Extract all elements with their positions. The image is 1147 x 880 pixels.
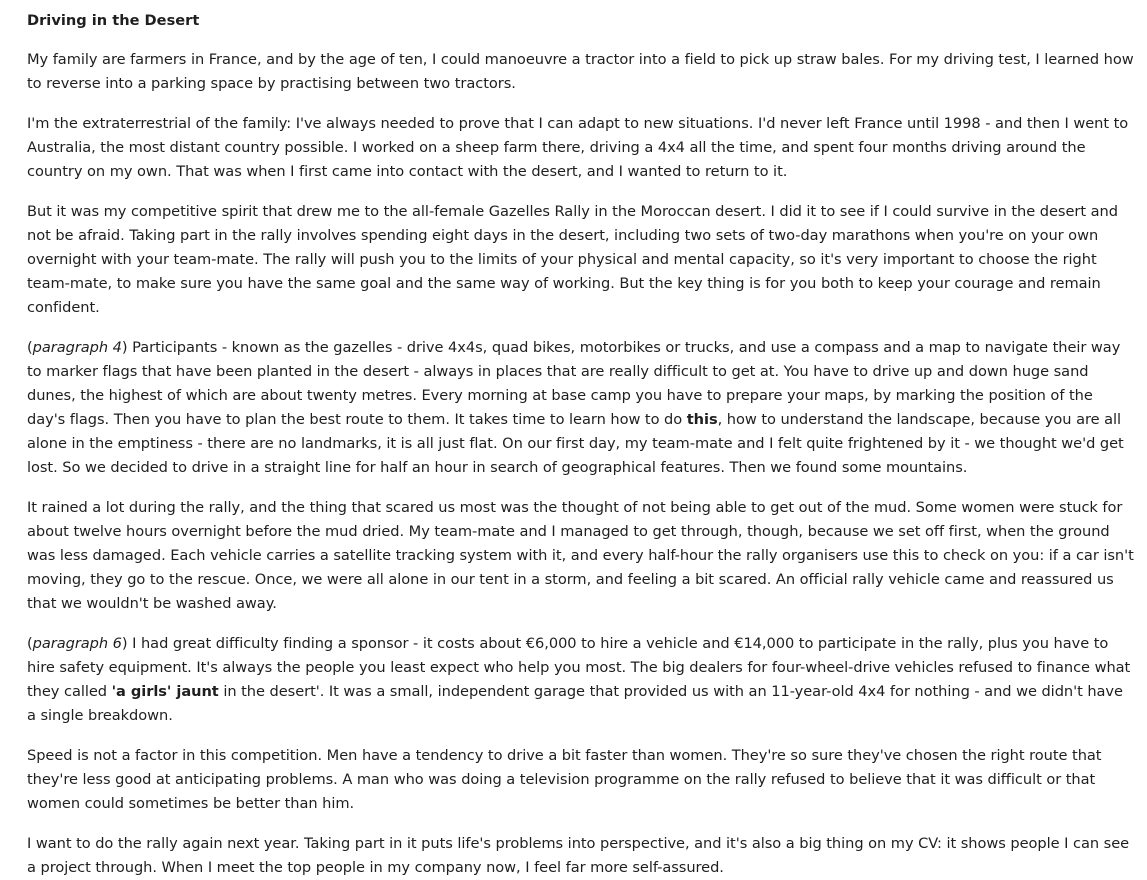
paragraph-4-open: ( <box>27 339 33 356</box>
article-title: Driving in the Desert <box>27 12 200 29</box>
paragraph-2: I'm the extraterrestrial of the family: I've always needed to prove that I can adapt to new situations. I'd never left France until 1998 - and then I went to Australia, the most distant country possible. I worked on a sheep farm there, driving a 4x4 all the time, and spent four months driving around the country on my own. That was when I first came into contact with the desert, and I wanted to return to it. <box>27 115 1129 180</box>
paragraph-6-text-before: ) I had great difficulty finding a sponsor - it costs about €6,000 to hire a vehicle and €14,000 to participate in the rally, plus you have to hire safety equipment. It's always the people you least expect who help you most. The big dealers for four-wheel-drive vehicles refused to finance what they called <box>27 635 1131 700</box>
paragraph-6-open: ( <box>27 635 33 652</box>
paragraph-6 <box>27 632 1135 728</box>
paragraph-5: It rained a lot during the rally, and the thing that scared us most was the thought of not being able to get out of the mud. Some women were stuck for about twelve hours overnight before the mud dried. My team-mate and I managed to get through, though, because we set off first, when the ground was less damaged. Each vehicle carries a satellite tracking system with it, and every half-hour the rally organisers use this to check on you: if a car isn't moving, they go to the rescue. Once, we were all alone in our tent in a storm, and feeling a bit scared. An official rally vehicle came and reassured us that we wouldn't be washed away. <box>27 499 1134 612</box>
paragraph-6-bold-phrase: 'a girls' jaunt <box>111 683 219 700</box>
paragraph-1: My family are farmers in France, and by the age of ten, I could manoeuvre a tractor into a field to pick up straw bales. For my driving test, I learned how to reverse into a parking space by practising between two tractors. <box>27 51 1134 92</box>
paragraph-7: Speed is not a factor in this competition. Men have a tendency to drive a bit faster than women. They're so sure they've chosen the right route that they're less good at anticipating problems. A man who was doing a television programme on the rally refused to believe that it was difficult or that women could sometimes be better than him. <box>27 747 1102 812</box>
paragraph-4-label: paragraph 4 <box>32 339 122 356</box>
paragraph-4-text-before: ) Participants - known as the gazelles - drive 4x4s, quad bikes, motorbikes or trucks, and use a compass and a map to navigate their way to marker flags that have been planted in the desert - always in places that are really difficult to get at. You have to drive up and down huge sand dunes, the highest of which are about twenty metres. Every morning at base camp you have to prepare your maps, by marking the position of the day's flags. Then you have to plan the best route to them. It takes time to learn how to do <box>27 339 1121 428</box>
paragraph-4 <box>27 336 1135 480</box>
paragraph-4-text-after: , how to understand the landscape, because you are all alone in the emptiness - there are no landmarks, it is all just flat. On our first day, my team-mate and I felt quite frightened by it - we thought we'd get lost. So we decided to drive in a straight line for half an hour in search of geographical features. Then we found some mountains. <box>27 411 1124 476</box>
paragraph-6-text-after: in the desert'. It was a small, independent garage that provided us with an 11-year-old 4x4 for nothing - and we didn't have a single breakdown. <box>27 683 1123 724</box>
paragraph-8: I want to do the rally again next year. Taking part in it puts life's problems into perspective, and it's also a big thing on my CV: it shows people I can see a project through. When I meet the top people in my company now, I feel far more self-assured. <box>27 835 1130 876</box>
paragraph-6-label: paragraph 6 <box>32 635 122 652</box>
paragraph-3: But it was my competitive spirit that drew me to the all-female Gazelles Rally in the Moroccan desert. I did it to see if I could survive in the desert and not be afraid. Taking part in the rally involves spending eight days in the desert, including two sets of two-day marathons when you're on your own overnight with your team-mate. The rally will push you to the limits of your physical and mental capacity, so it's very important to choose the right team-mate, to make sure you have the same goal and the same way of working. But the key thing is for you both to keep your courage and remain confident. <box>27 203 1118 316</box>
paragraph-4-bold-word: this <box>686 411 718 428</box>
